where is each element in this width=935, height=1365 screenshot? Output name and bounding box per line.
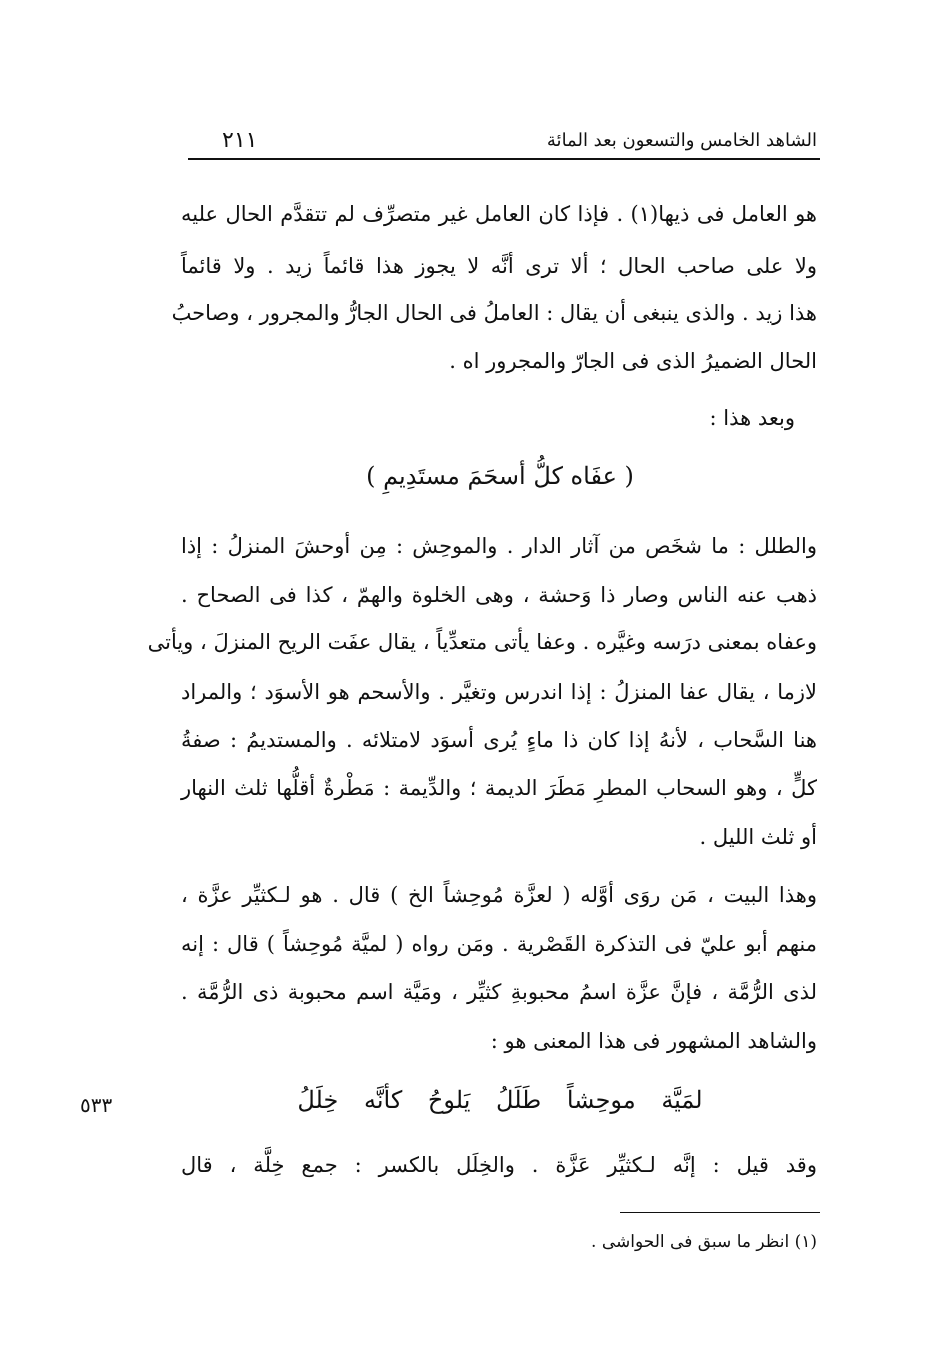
verse-line: لمَيَّة موحِشاً طَلَلُ يَلوحُ كأنَّه خِلَلُ [297, 1086, 703, 1114]
verse-hemistich: ( عفَاه كلُّ أسحَمَ مستَدِيمِ ) [366, 462, 634, 490]
text-line: وبعد هذا : [709, 406, 795, 430]
text-line: وقد قيل : إنَّه لـكثيِّر عَزَّة . والخِلَل بالكسر : جمع خِلَّة ، قال [181, 1153, 817, 1177]
header-rule [188, 158, 820, 160]
margin-number: ٥٣٣ [80, 1093, 113, 1117]
text-line: أو ثلث الليل . [699, 825, 817, 849]
text-line: وعفاه بمعنى درَسه وغيَّره . وعفا يأتى متعدِّياً ، يقال عفَت الريح المنزلَ ، ويأتى [147, 630, 817, 654]
text-line: هو العامل فى ذيها(١) . فإذا كان العامل غير متصرِّف لم تتقدَّم الحال عليه [181, 202, 817, 226]
text-line: ولا على صاحب الحال ؛ ألا ترى أنَّه لا يجوز هذا قائماً زيد . ولا قائماً [181, 254, 817, 278]
text-line: لازما ، يقال عفا المنزلُ : إذا اندرس وتغيَّر . والأسحم هو الأسوَد ؛ والمراد [181, 680, 817, 704]
footnote: (١) انظر ما سبق فى الحواشى . [591, 1232, 817, 1252]
text-line: هذا زيد . والذى ينبغى أن يقال : العاملُ فى الحال الجارُّ والمجرور ، وصاحبُ [171, 301, 817, 325]
text-line: كلٍّ ، وهو السحاب المطرِ مَطَرَ الديمة ؛ والدِّيمة : مَطْرةٌ أقلُّها ثلث النهار [181, 776, 817, 800]
running-header-title: الشاهد الخامس والتسعون بعد المائة [546, 130, 817, 151]
text-line: والطلل : ما شخَص من آثار الدار . والموحِش : مِن أوحشَ المنزلُ : إذا [181, 534, 817, 558]
text-line: ذهب عنه الناس وصار ذا وَحشة ، وهى الخلوة والهمّ ، كذا فى الصحاح . [181, 583, 817, 607]
text-line: والشاهد المشهور فى هذا المعنى هو : [490, 1029, 817, 1053]
text-line: منهم أبو عليّ فى التذكرة القَصْرية . ومَن رواه ( لميَّة مُوحِشاً ) قال : إنه [181, 932, 817, 956]
footnote-rule [620, 1212, 820, 1213]
text-line: لذى الرُّمَّة ، فإنَّ عزَّة اسمُ محبوبةِ كثيِّر ، ومَيَّة اسم محبوبة ذى الرُّمَّة . [181, 980, 817, 1004]
text-line: هنا السَّحاب ، لأنهُ إذا كان ذا ماءٍ يُرى أسوَد لامتلائه . والمستديمُ : صفةُ [181, 728, 817, 752]
text-line: الحال الضميرُ الذى فى الجارّ والمجرور اه . [449, 349, 817, 373]
page-number: ٢١١ [222, 128, 258, 153]
text-line: وهذا البيت ، مَن روَى أوَّله ( لعزَّة مُوحِشاً الخ ) قال . هو لـكثيِّر عزَّة ، [181, 883, 817, 907]
